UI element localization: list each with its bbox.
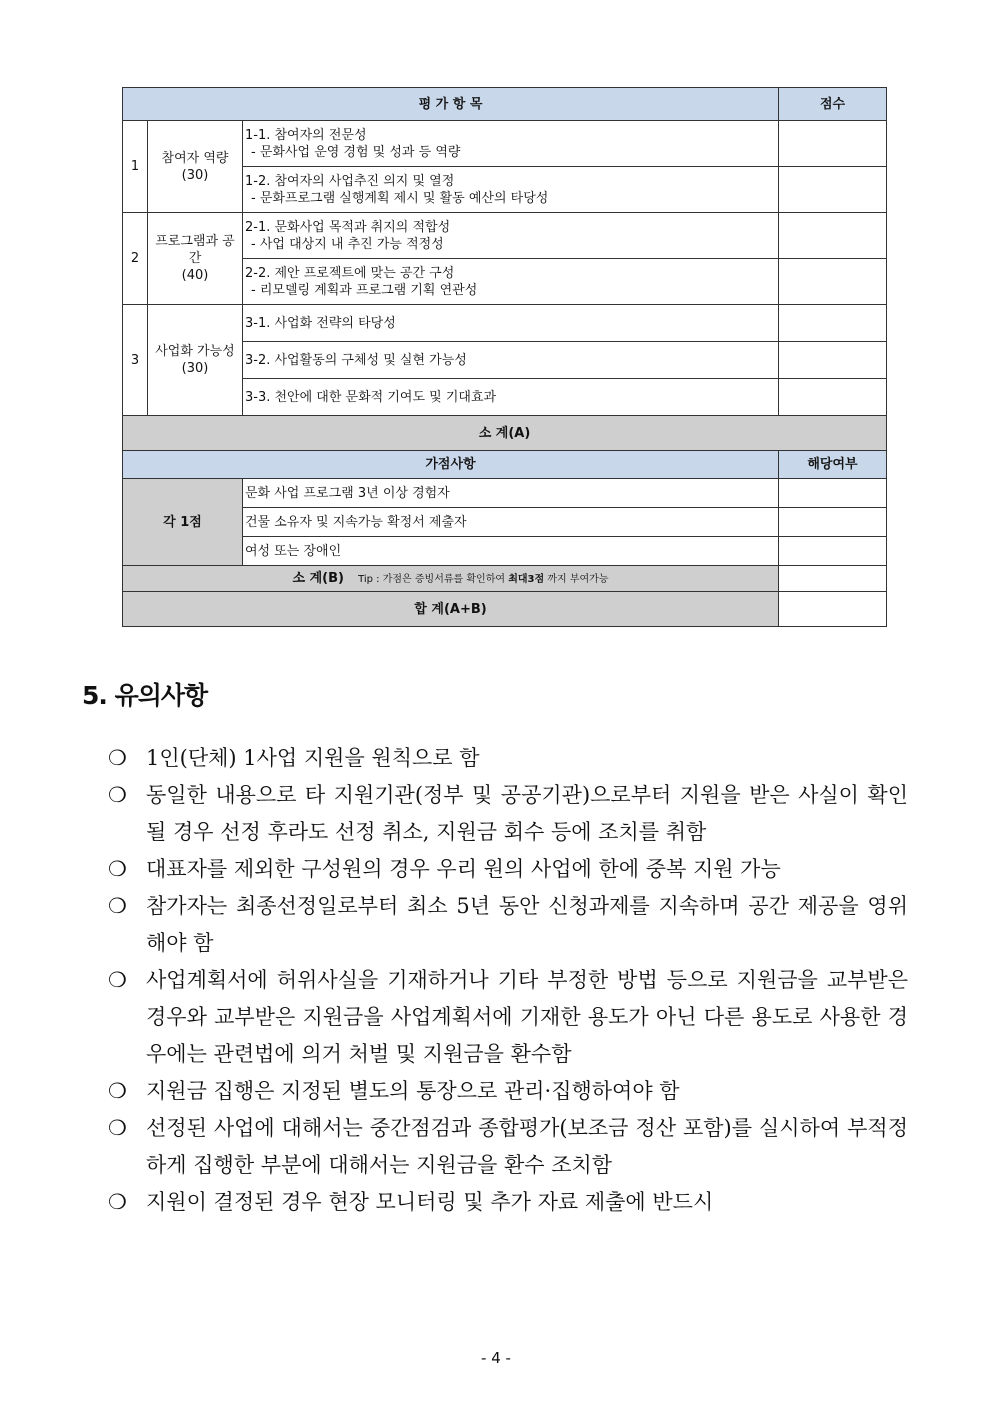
tip-post: 까지 부여가능	[547, 573, 609, 585]
item-1-2-title: 1-2. 참여자의 사업추진 의지 및 열정	[245, 173, 455, 189]
item-2-1-title: 2-1. 문화사업 목적과 취지의 적합성	[245, 219, 451, 235]
notes-list	[108, 740, 908, 1221]
note-text: 참가자는 최종선정일로부터 최소 5년 동안 신청과제를 지속하며 공간 제공을 영위해야 함	[146, 894, 908, 955]
bonus-applicable-header: 해당여부	[779, 451, 887, 479]
group-1-name-text: 참여자 역량	[161, 150, 229, 166]
note-text: 동일한 내용으로 타 지원기관(정부 및 공공기관)으로부터 지원을 받은 사실이 확인될 경우 선정 후라도 선정 취소, 지원금 회수 등에 조치를 취함	[146, 783, 908, 844]
item-1-2	[243, 167, 779, 213]
bullet-circle-icon: ❍	[108, 894, 127, 918]
item-1-1-title: 1-1. 참여자의 전문성	[245, 127, 367, 143]
bullet-circle-icon: ❍	[108, 746, 127, 770]
applicable-cell	[779, 479, 887, 508]
evaluation-table	[122, 87, 887, 627]
note-item	[108, 851, 908, 888]
total-cell	[779, 592, 887, 627]
note-item	[108, 1073, 908, 1110]
note-item	[108, 962, 908, 1073]
note-text: 1인(단체) 1사업 지원을 원칙으로 함	[146, 746, 480, 770]
item-1-1-sub: - 문화사업 운영 경험 및 성과 등 역량	[251, 144, 461, 160]
item-2-2	[243, 259, 779, 305]
note-text: 지원금 집행은 지정된 별도의 통장으로 관리·집행하여야 함	[146, 1079, 680, 1103]
bullet-circle-icon: ❍	[108, 1116, 127, 1140]
score-cell	[779, 379, 887, 416]
tip-bold: 최대3점	[508, 573, 545, 585]
bullet-circle-icon: ❍	[108, 968, 127, 992]
note-text: 지원이 결정된 경우 현장 모니터링 및 추가 자료 제출에 반드시	[146, 1190, 714, 1214]
subtotal-b: 소 계(B)	[292, 570, 344, 586]
note-item	[108, 1110, 908, 1184]
note-text: 대표자를 제외한 구성원의 경우 우리 원의 사업에 한에 중복 지원 가능	[146, 857, 781, 881]
item-2-2-title: 2-2. 제안 프로젝트에 맞는 공간 구성	[245, 265, 455, 281]
bullet-circle-icon: ❍	[108, 1190, 127, 1214]
bullet-circle-icon: ❍	[108, 857, 127, 881]
group-1-name	[148, 121, 243, 213]
item-1-2-sub: - 문화프로그램 실행계획 제시 및 활동 예산의 타당성	[251, 190, 549, 206]
header-item: 평 가 항 목	[123, 88, 779, 121]
tip-pre: Tip : 가점은 증빙서류를 확인하여	[358, 573, 506, 585]
score-cell	[779, 259, 887, 305]
group-2-name-text: 프로그램과 공간	[155, 234, 235, 266]
item-3-3: 3-3. 천안에 대한 문화적 기여도 및 기대효과	[243, 379, 779, 416]
item-2-1	[243, 213, 779, 259]
subtotal-b-cell	[779, 566, 887, 592]
group-1-points: (30)	[181, 167, 209, 183]
score-cell	[779, 342, 887, 379]
item-2-2-sub: - 리모델링 계획과 프로그램 기획 연관성	[251, 282, 478, 298]
header-score: 점수	[779, 88, 887, 121]
page-number: - 4 -	[481, 1349, 511, 1367]
group-2-points: (40)	[181, 268, 209, 283]
total: 합 계(A+B)	[123, 592, 779, 627]
applicable-cell	[779, 537, 887, 566]
applicable-cell	[779, 508, 887, 537]
bullet-circle-icon: ❍	[108, 1079, 127, 1103]
score-cell	[779, 167, 887, 213]
score-cell	[779, 305, 887, 342]
group-3-name-text: 사업화 가능성	[155, 344, 235, 359]
item-3-1: 3-1. 사업화 전략의 타당성	[243, 305, 779, 342]
note-item	[108, 740, 908, 777]
subtotal-b-row	[123, 566, 779, 592]
bonus-header: 가점사항	[123, 451, 779, 479]
group-2-name	[148, 213, 243, 305]
note-text: 사업계획서에 허위사실을 기재하거나 기타 부정한 방법 등으로 지원금을 교부받은 경우와 교부받은 지원금을 사업계획서에 기재한 용도가 아닌 다른 용도로 사용한 경우에는 관련법에 의거 처벌 및 지원금을 환수함	[146, 968, 908, 1066]
group-2-no: 2	[123, 213, 148, 305]
bonus-label: 각 1점	[123, 479, 243, 566]
bonus-item-2: 건물 소유자 및 지속가능 확정서 제출자	[243, 508, 779, 537]
item-3-2: 3-2. 사업활동의 구체성 및 실현 가능성	[243, 342, 779, 379]
note-text: 선정된 사업에 대해서는 중간점검과 종합평가(보조금 정산 포함)를 실시하여 부적정하게 집행한 부분에 대해서는 지원금을 환수 조치함	[146, 1116, 908, 1177]
note-item	[108, 888, 908, 962]
item-1-1	[243, 121, 779, 167]
note-item	[108, 777, 908, 851]
tip-text	[358, 574, 608, 585]
group-1-no: 1	[123, 121, 148, 213]
group-3-name	[148, 305, 243, 416]
group-3-no: 3	[123, 305, 148, 416]
section-title: 5. 유의사항	[82, 681, 208, 710]
bonus-item-1: 문화 사업 프로그램 3년 이상 경험자	[243, 479, 779, 508]
note-item	[108, 1184, 908, 1221]
bullet-circle-icon: ❍	[108, 783, 127, 807]
bonus-item-3: 여성 또는 장애인	[243, 537, 779, 566]
item-2-1-sub: - 사업 대상지 내 추진 가능 적정성	[251, 236, 444, 252]
subtotal-a: 소 계(A)	[123, 416, 887, 451]
group-3-points: (30)	[181, 361, 209, 376]
score-cell	[779, 121, 887, 167]
score-cell	[779, 213, 887, 259]
